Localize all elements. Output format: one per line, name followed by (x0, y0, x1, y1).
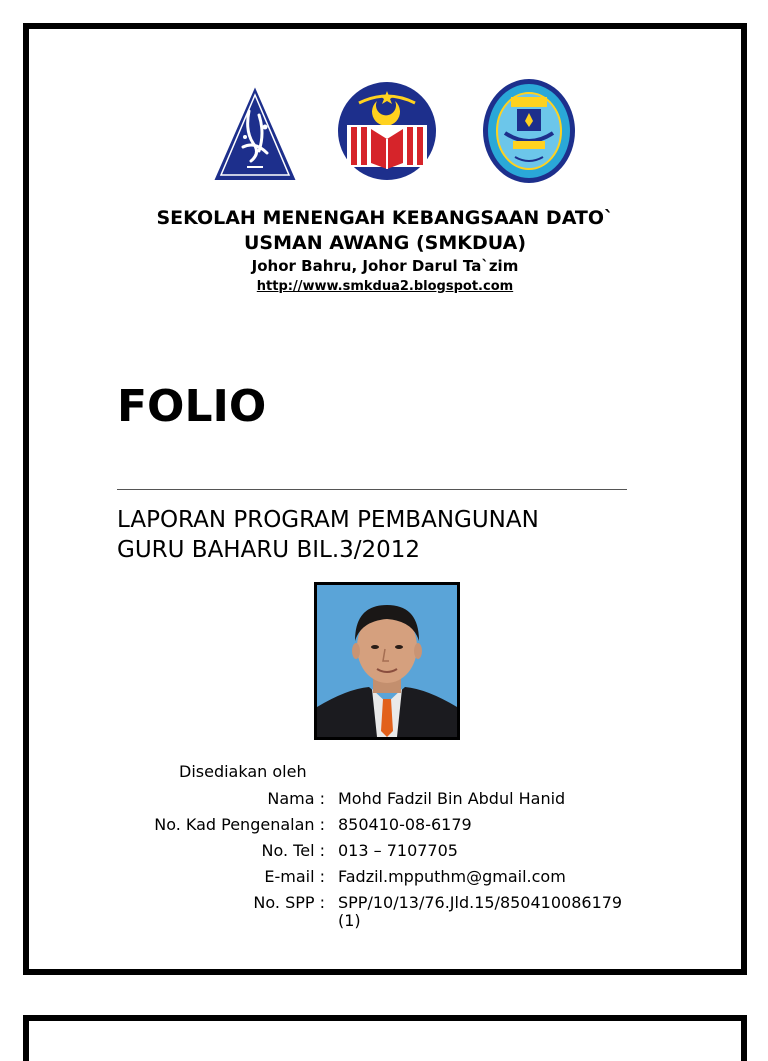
report-title-line-2: GURU BAHARU BIL.3/2012 (117, 537, 421, 563)
name-value: Mohd Fadzil Bin Abdul Hanid (338, 789, 566, 808)
email-label: E-mail : (264, 867, 325, 886)
spp-label: No. SPP : (253, 893, 325, 912)
next-page-border (23, 1015, 747, 1061)
school-name-line-1: SEKOLAH MENENGAH KEBANGSAAN DATO` (156, 207, 614, 229)
school-name-line-2: USMAN AWANG (SMKDUA) (243, 232, 526, 254)
ic-number-label: No. Kad Pengenalan : (154, 815, 325, 834)
ministry-logo (329, 79, 449, 194)
spp-value-continued: (1) (338, 911, 361, 930)
title-divider (117, 489, 627, 490)
school-blog-link[interactable]: http://www.smkdua2.blogspot.com (256, 279, 514, 294)
page-border (23, 23, 747, 975)
email-value: Fadzil.mpputhm@gmail.com (338, 867, 566, 886)
spp-value: SPP/10/13/76.Jld.15/850410086179 (338, 893, 623, 912)
smkdua-badge-logo (479, 77, 579, 187)
author-photo (314, 582, 460, 740)
school-location: Johor Bahru, Johor Darul Ta`zim (251, 257, 519, 275)
document-title: FOLIO (117, 381, 267, 432)
phone-label: No. Tel : (261, 841, 325, 860)
phone-value: 013 – 7107705 (338, 841, 458, 860)
school-crest-logo (209, 81, 301, 185)
ic-number-value: 850410-08-6179 (338, 815, 472, 834)
prepared-by-label: Disediakan oleh (179, 762, 307, 781)
name-label: Nama : (267, 789, 325, 808)
report-title-line-1: LAPORAN PROGRAM PEMBANGUNAN (117, 507, 539, 533)
